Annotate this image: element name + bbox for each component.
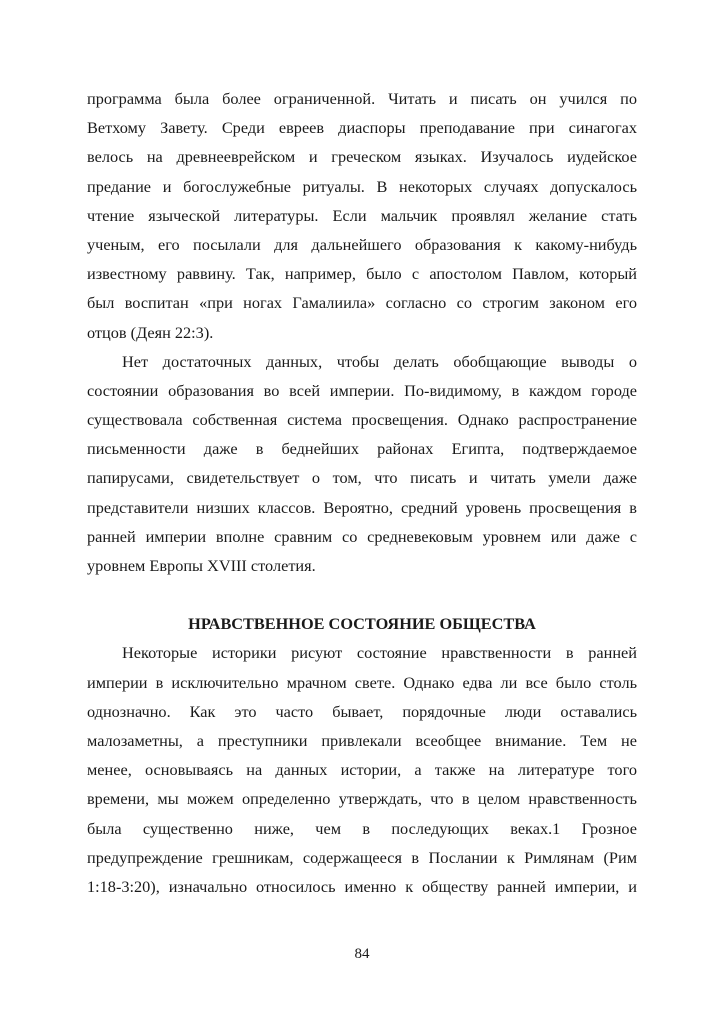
text-line: менее, основываясь на данных истории, а также на литературе того [87,760,637,780]
text-line: уровнем Европы XVIII столетия. [87,556,316,575]
paragraph-education-judaism [87,84,637,347]
text-line: предание и богослужебные ритуалы. В некоторых случаях допускалось [87,176,637,196]
text-line: Некоторые историки рисуют состояние нравственности в ранней [122,643,637,663]
text-line: велось на древнееврейском и греческом языках. Изучалось иудейское [87,147,637,167]
text-line: Ветхому Завету. Среди евреев диаспоры преподавание при синагогах [87,118,637,138]
section-heading: НРАВСТВЕННОЕ СОСТОЯНИЕ ОБЩЕСТВА [188,614,536,634]
paragraph-education-empire [87,347,637,581]
text-line: известному раввину. Так, например, было с апостолом Павлом, который [87,264,637,284]
text-line: империи в исключительно мрачном свете. Однако едва ли все было столь [87,672,637,692]
text-line: существовала собственная система просвещения. Однако распространение [87,410,637,430]
text-line: была существенно ниже, чем в последующих веках.1 Грозное [87,818,637,838]
text-line: ранней империи вполне сравним со средневековым уровнем или даже с [87,526,637,546]
text-line: папирусами, свидетельствует о том, что писать и читать умели даже [87,468,637,488]
text-line: был воспитан «при ногах Гамалиила» согласно со строгим законом его [87,293,637,313]
text-line: Нет достаточных данных, чтобы делать обобщающие выводы о [122,351,637,371]
page-number: 84 [354,946,370,962]
text-line: представители низших классов. Вероятно, средний уровень просвещения в [87,497,637,517]
page-body [87,84,637,901]
text-line: однозначно. Как это часто бывает, порядочные люди оставались [87,701,637,721]
text-line: письменности даже в беднейших районах Египта, подтверждаемое [87,439,637,459]
paragraph-morality [87,638,637,901]
text-line: программа была более ограниченной. Читать и писать он учился по [87,89,637,108]
text-line: ученым, его посылали для дальнейшего образования к какому-нибудь [87,234,637,254]
text-line: отцов (Деян 22:3). [87,322,214,342]
text-line: времени, мы можем определенно утверждать, что в целом нравственность [87,789,637,809]
text-line: состоянии образования во всей империи. По-видимому, в каждом городе [87,380,637,400]
text-line: малозаметны, а преступники привлекали всеобщее внимание. Тем не [87,730,637,750]
text-line: 1:18-3:20), изначально относилось именно к обществу ранней империи, и [87,876,637,896]
text-line: чтение языческой литературы. Если мальчик проявлял желание стать [87,205,637,225]
text-line: предупреждение грешникам, содержащееся в Послании к Римлянам (Рим [87,847,637,867]
